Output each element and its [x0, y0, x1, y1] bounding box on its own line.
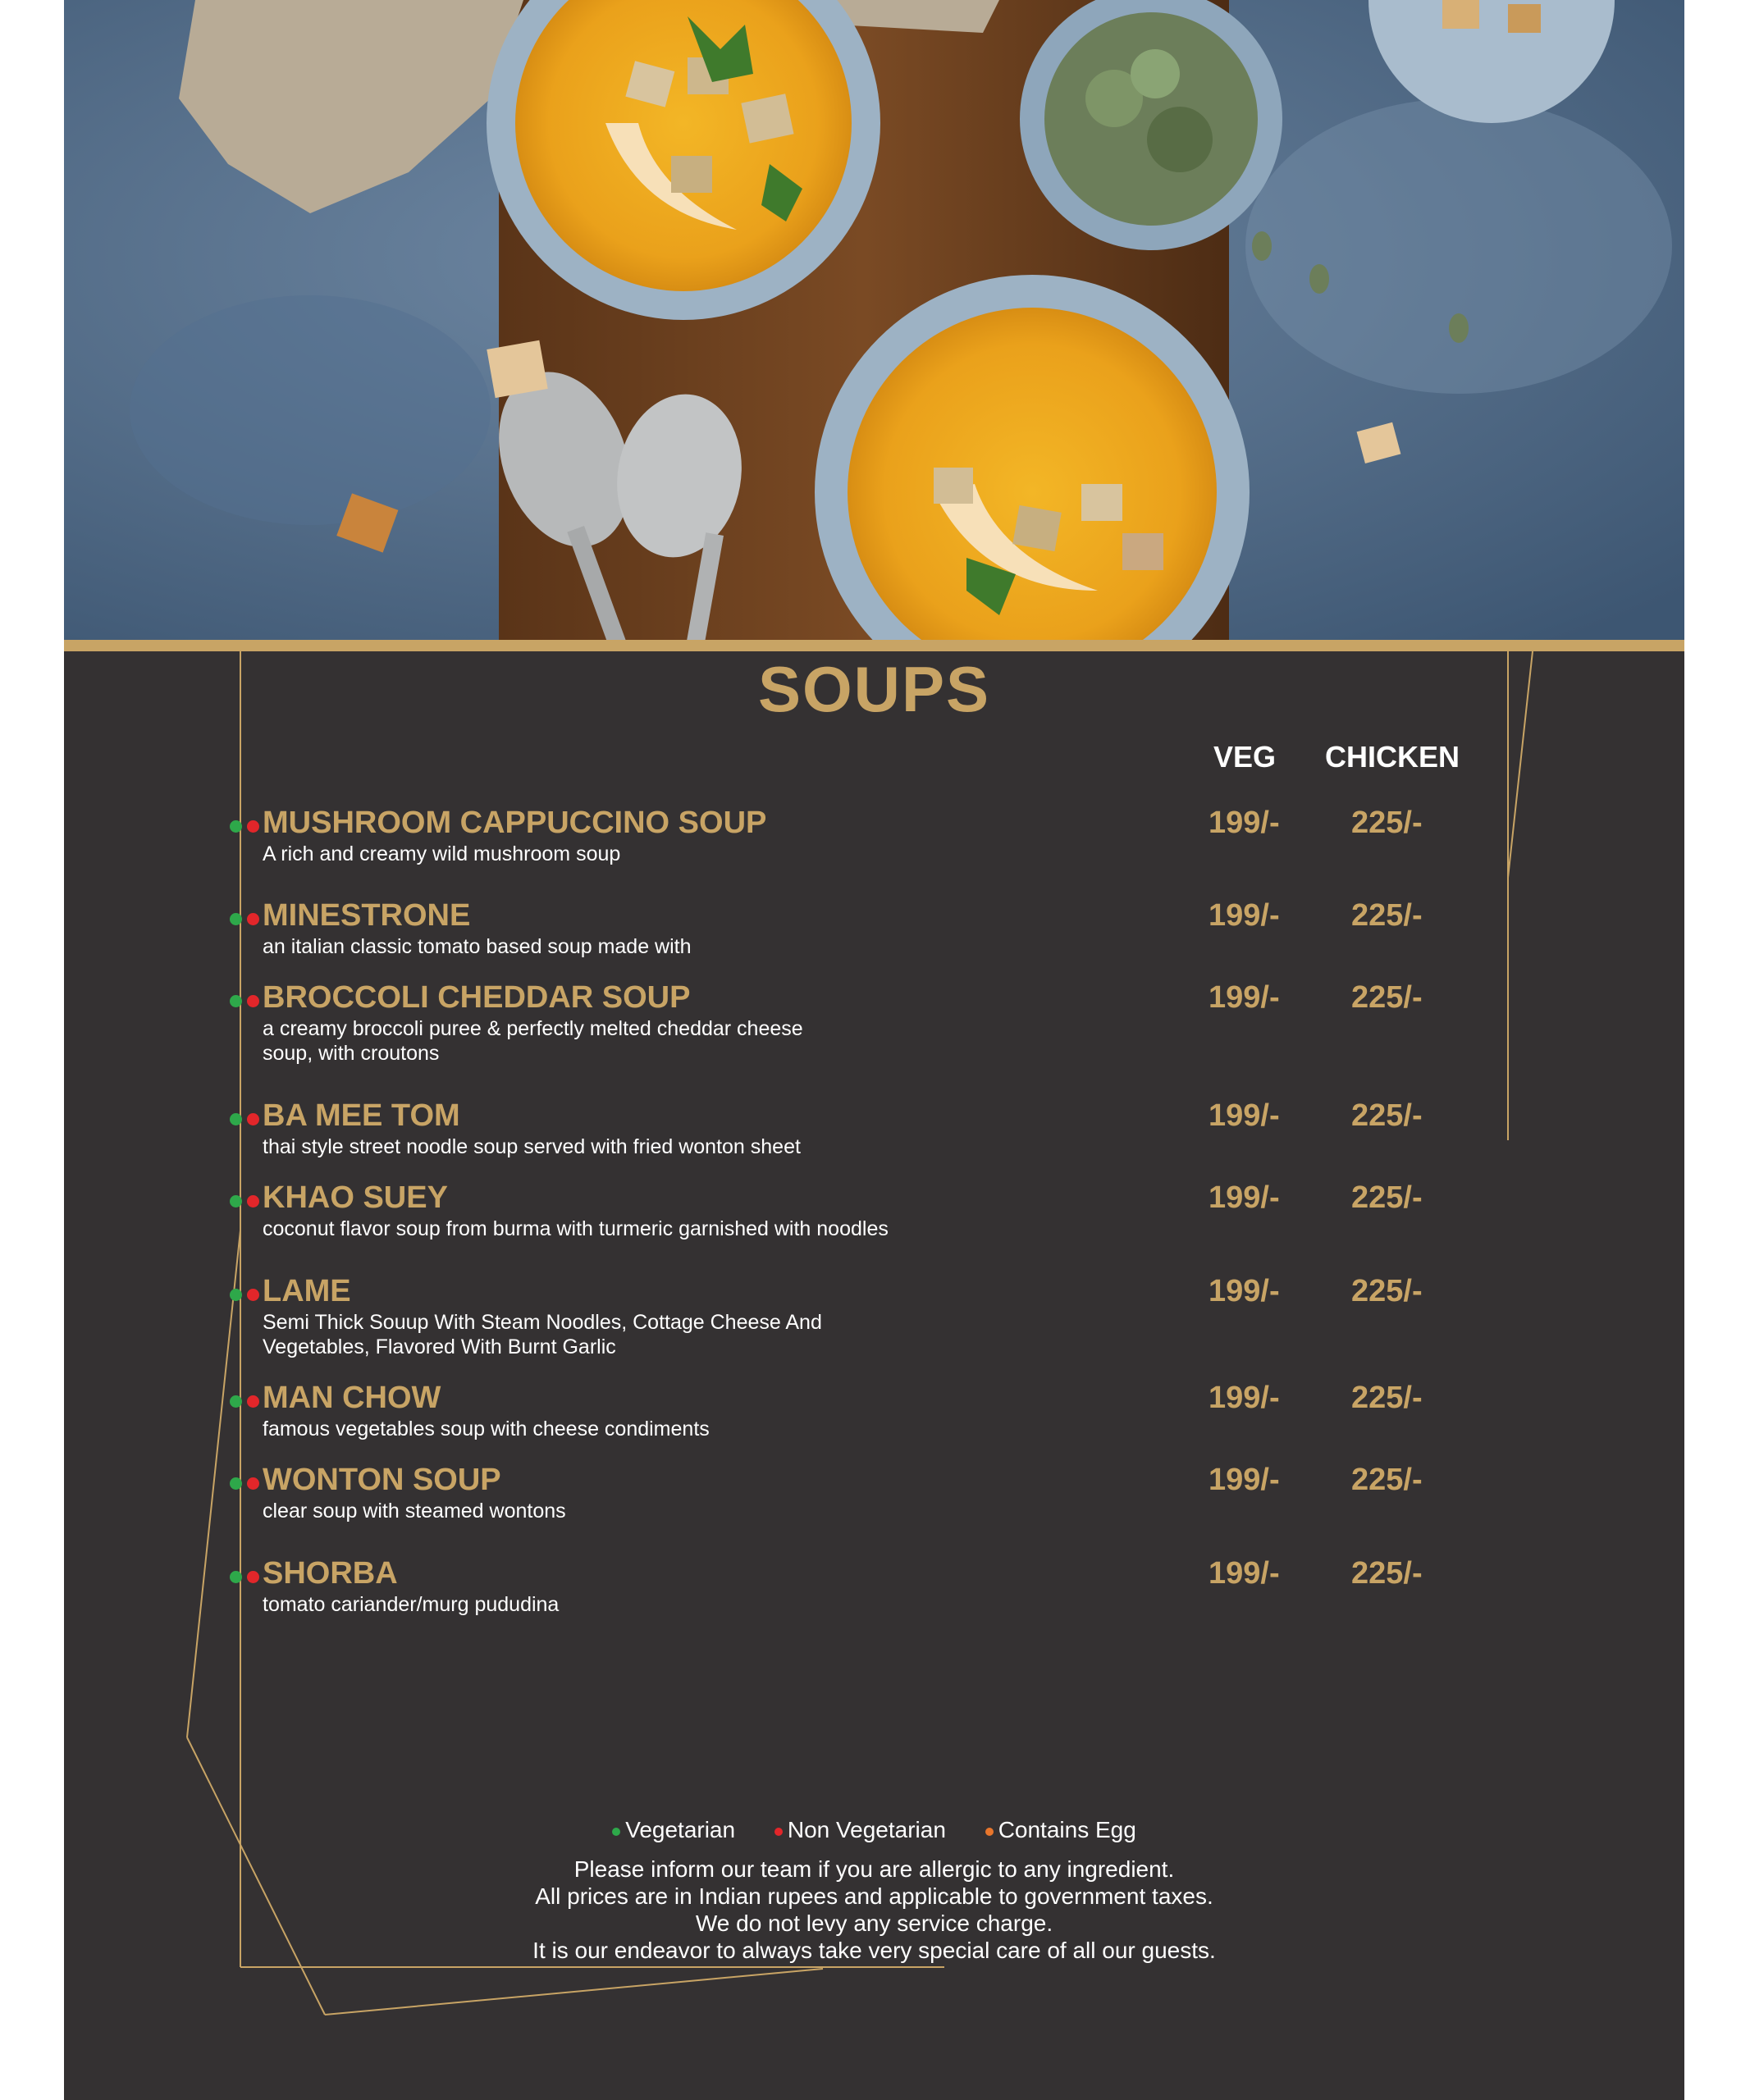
- price-chicken: 225/-: [1351, 1098, 1423, 1133]
- diet-indicator: [230, 820, 264, 837]
- price-chicken: 225/-: [1351, 1274, 1423, 1308]
- diet-indicator: [230, 1477, 264, 1494]
- nonveg-dot-icon: [247, 1571, 259, 1583]
- price-chicken: 225/-: [1351, 898, 1423, 933]
- nonveg-dot-icon: [247, 1195, 259, 1208]
- menu-item: [263, 1461, 1534, 1523]
- item-description: tomato cariander/murg pududina: [263, 1593, 560, 1616]
- diet-indicator: [230, 995, 264, 1011]
- item-name: MINESTRONE: [263, 898, 471, 933]
- price-veg: 199/-: [1209, 980, 1280, 1015]
- legend-contains-egg-label: Contains Egg: [998, 1817, 1136, 1842]
- item-name: BA MEE TOM: [263, 1098, 460, 1133]
- price-veg: 199/-: [1209, 806, 1280, 840]
- item-name: LAME: [263, 1274, 351, 1308]
- item-name: MUSHROOM CAPPUCCINO SOUP: [263, 806, 767, 840]
- item-name: WONTON SOUP: [263, 1463, 501, 1497]
- price-veg: 199/-: [1209, 1463, 1280, 1497]
- note-prices: All prices are in Indian rupees and applicable to government taxes.: [535, 1883, 1213, 1909]
- nonveg-dot-icon: [247, 995, 259, 1007]
- diet-indicator: [230, 1395, 264, 1412]
- menu-item: [263, 804, 1534, 866]
- column-header-chicken: CHICKEN: [1325, 740, 1460, 774]
- note-guest-care: It is our endeavor to always take very special care of all our guests.: [532, 1938, 1216, 1963]
- item-description: thai style street noodle soup served with fried wonton sheet: [263, 1135, 801, 1158]
- legend-vegetarian: [612, 1817, 735, 1843]
- menu-item: [263, 1179, 1534, 1241]
- veg-dot-icon: [230, 1571, 242, 1583]
- price-veg: 199/-: [1209, 1381, 1280, 1415]
- veg-dot-icon: [230, 995, 242, 1007]
- item-description: Semi Thick Souup With Steam Noodles, Cottage Cheese And Vegetables, Flavored With Burnt Garlic: [263, 1311, 822, 1358]
- veg-dot-icon: [230, 1195, 242, 1208]
- nonveg-dot-icon: [247, 1113, 259, 1125]
- item-name: BROCCOLI CHEDDAR SOUP: [263, 980, 691, 1015]
- menu-item: [263, 1272, 1534, 1359]
- price-veg: 199/-: [1209, 1098, 1280, 1133]
- menu-item: [263, 979, 1534, 1066]
- legend-vegetarian-label: Vegetarian: [625, 1817, 736, 1842]
- item-name: SHORBA: [263, 1556, 398, 1591]
- price-veg: 199/-: [1209, 1180, 1280, 1215]
- price-chicken: 225/-: [1351, 1463, 1423, 1497]
- price-chicken: 225/-: [1351, 806, 1423, 840]
- veg-dot-icon: [230, 1289, 242, 1301]
- menu-item: [263, 897, 1534, 959]
- item-description: A rich and creamy wild mushroom soup: [263, 842, 621, 865]
- veg-dot-icon: [230, 1395, 242, 1408]
- price-chicken: 225/-: [1351, 1556, 1423, 1591]
- note-service-charge: We do not levy any service charge.: [695, 1911, 1053, 1936]
- nonveg-dot-icon: [247, 820, 259, 833]
- legend-contains-egg: [985, 1817, 1136, 1843]
- menu-item: [263, 1554, 1534, 1617]
- menu-page: [64, 0, 1684, 2100]
- item-name: MAN CHOW: [263, 1381, 441, 1415]
- nonveg-dot-icon: [247, 1289, 259, 1301]
- diet-legend: [64, 1817, 1684, 1843]
- diet-indicator: [230, 1289, 264, 1305]
- nonveg-dot-icon: [774, 1828, 783, 1836]
- diet-indicator: [230, 913, 264, 929]
- footer-notes: [64, 1856, 1684, 1964]
- veg-dot-icon: [230, 913, 242, 925]
- diet-indicator: [230, 1195, 264, 1212]
- item-description: clear soup with steamed wontons: [263, 1500, 566, 1522]
- veg-dot-icon: [230, 820, 242, 833]
- legend-non-vegetarian: [774, 1817, 946, 1843]
- price-veg: 199/-: [1209, 1274, 1280, 1308]
- item-description: coconut flavor soup from burma with turmeric garnished with noodles: [263, 1217, 889, 1240]
- item-description: a creamy broccoli puree & perfectly melted cheddar cheese soup, with croutons: [263, 1017, 803, 1065]
- note-allergy: Please inform our team if you are allergic to any ingredient.: [573, 1856, 1175, 1882]
- diet-indicator: [230, 1113, 264, 1130]
- veg-dot-icon: [230, 1113, 242, 1125]
- menu-item: [263, 1379, 1534, 1441]
- price-veg: 199/-: [1209, 898, 1280, 933]
- veg-dot-icon: [230, 1477, 242, 1490]
- menu-item: [263, 1097, 1534, 1159]
- nonveg-dot-icon: [247, 1477, 259, 1490]
- egg-dot-icon: [985, 1828, 994, 1836]
- nonveg-dot-icon: [247, 1395, 259, 1408]
- diet-indicator: [230, 1571, 264, 1587]
- price-chicken: 225/-: [1351, 980, 1423, 1015]
- legend-non-vegetarian-label: Non Vegetarian: [787, 1817, 946, 1842]
- price-chicken: 225/-: [1351, 1180, 1423, 1215]
- veg-dot-icon: [612, 1828, 620, 1836]
- price-veg: 199/-: [1209, 1556, 1280, 1591]
- item-description: an italian classic tomato based soup made with: [263, 935, 692, 958]
- column-header-veg: VEG: [1213, 740, 1277, 774]
- item-name: KHAO SUEY: [263, 1180, 448, 1215]
- price-chicken: 225/-: [1351, 1381, 1423, 1415]
- item-description: famous vegetables soup with cheese condiments: [263, 1418, 710, 1440]
- nonveg-dot-icon: [247, 913, 259, 925]
- page-title: SOUPS: [757, 653, 991, 725]
